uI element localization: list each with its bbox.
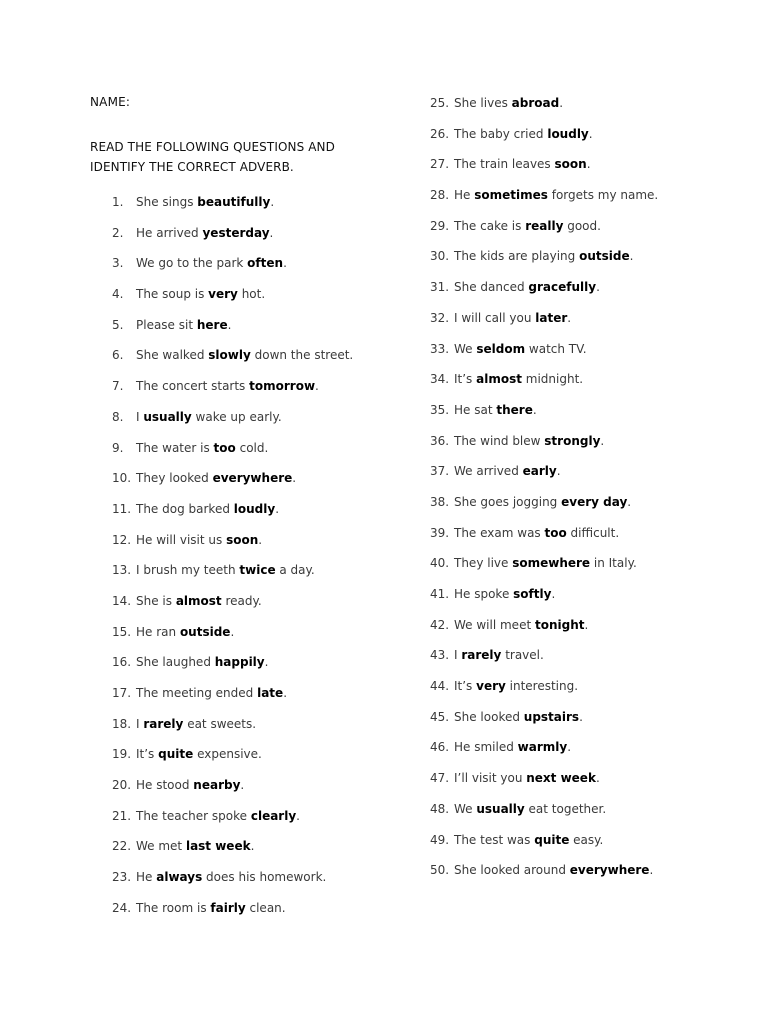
question-item [430,279,658,310]
adverb: outside [179,624,231,639]
question-number: 8. [112,409,124,424]
question-text-before: We [454,341,477,356]
adverb: abroad [511,96,560,110]
question-item [430,371,658,402]
question-text-before: It’s [136,747,159,762]
question-item [430,647,658,678]
question-number: 14. [112,593,132,608]
adverb: seldom [476,341,526,356]
question-text-before: We met [136,839,186,854]
question-number: 48. [430,801,450,816]
question-text-before: Please sit [136,317,197,332]
question-number: 33. [430,341,450,356]
adverb: everywhere [212,471,293,486]
question-text-before: The train leaves [454,157,555,172]
question-number: 46. [430,740,450,755]
question-text-before: They looked [136,471,213,486]
question-item [112,808,353,839]
question-text-after: eat together. [524,801,607,816]
question-text-before: We [454,801,477,816]
question-number: 47. [430,771,450,786]
question-number: 9. [112,440,124,455]
question-item [112,255,353,286]
adverb: always [156,870,203,885]
question-text-after: . [250,839,255,854]
question-number: 22. [112,839,132,854]
question-number: 2. [112,225,124,240]
question-text-after: hot. [237,287,266,302]
question-number: 35. [430,402,450,417]
question-text-after: . [315,379,319,394]
question-number: 4. [112,287,124,302]
adverb: loudly [547,126,589,141]
question-item [430,739,658,770]
adverb: rarely [143,716,184,731]
question-text-after: travel. [501,648,544,663]
question-text-before: He sat [454,402,497,417]
question-number: 24. [112,900,132,915]
adverb: very [476,679,506,694]
question-text-after: down the street. [250,348,354,363]
question-text-after: in Italy. [590,556,637,571]
question-text-before: I brush my teeth [136,563,240,578]
question-number: 42. [430,617,450,632]
question-item [112,347,353,378]
question-number: 28. [430,188,450,203]
question-text-before: She is [136,593,176,608]
question-text-before: The wind blew [454,433,545,448]
question-number: 30. [430,249,450,264]
question-text-before: She danced [454,280,529,295]
question-number: 3. [112,256,124,271]
question-number: 6. [112,348,124,363]
question-text-before: He ran [136,624,180,639]
question-text-after: expensive. [193,747,262,762]
question-text-before: The water is [136,440,214,455]
adverb: soon [226,532,259,547]
question-text-before: He [454,188,475,203]
adverb: next week [526,771,596,786]
question-text-before: The room is [136,900,211,915]
question-number: 45. [430,709,450,724]
question-text-before: He spoke [454,587,514,601]
question-text-after: a day. [275,563,315,578]
adverb: happily [214,655,265,670]
question-text-before: The baby cried [454,126,548,141]
adverb: early [522,464,557,479]
adverb: nearby [193,778,241,793]
question-item [112,869,353,900]
question-item [430,156,658,187]
question-item [430,801,658,832]
question-text-before: The dog barked [136,501,234,516]
adverb: often [247,256,284,271]
question-number: 23. [112,870,132,885]
question-number: 27. [430,157,450,172]
question-item [112,317,353,348]
adverb: strongly [544,433,601,448]
question-text-after: wake up early. [191,409,282,424]
question-text-before: The concert starts [136,379,250,394]
question-number: 32. [430,310,450,325]
question-item [112,470,353,501]
adverb: yesterday [202,225,270,240]
question-number: 49. [430,832,450,847]
adverb: here [196,317,228,332]
question-number: 10. [112,471,132,486]
question-number: 7. [112,379,124,394]
question-number: 19. [112,747,132,762]
question-text-after: . [283,256,287,271]
question-text-after: . [283,686,288,700]
question-text-before: They live [454,556,513,571]
question-text-after: . [567,740,572,755]
adverb: late [257,686,284,700]
question-item [430,463,658,494]
question-item [112,194,353,225]
question-text-before: She looked [454,709,524,724]
question-text-after: interesting. [505,679,579,694]
question-item [430,126,658,157]
question-item [112,286,353,317]
question-item [112,409,353,440]
question-text-after: midnight. [521,372,584,387]
adverb: very [208,287,238,302]
question-number: 16. [112,655,132,670]
adverb: beautifully [197,195,271,209]
adverb: loudly [233,501,276,516]
question-item [112,440,353,471]
question-text-before: The cake is [454,218,526,233]
question-text-after: clean. [245,900,286,915]
question-text-before: I’ll visit you [454,771,527,786]
question-text-before: She walked [136,348,209,363]
adverb: too [544,525,567,540]
question-item [112,746,353,777]
adverb: later [535,310,568,325]
question-list-right [430,95,658,893]
question-text-after: . [559,96,564,110]
adverb: clearly [250,808,297,823]
instructions-line-1: READ THE FOLLOWING QUESTIONS AND [90,140,335,154]
adverb: almost [175,593,222,608]
question-text-after: . [551,587,556,601]
question-text-before: We go to the park [136,256,248,271]
question-text-before: It’s [454,679,477,694]
question-number: 12. [112,532,132,547]
question-text-before: She lives [454,96,512,110]
question-number: 5. [112,317,124,332]
adverb: softly [513,587,552,601]
question-text-before: The exam was [454,525,545,540]
question-number: 13. [112,563,132,578]
question-text-before: The teacher spoke [136,808,251,823]
question-text-before: The kids are playing [454,249,580,264]
question-item [112,532,353,563]
question-text-before: The soup is [136,287,209,302]
question-item [430,187,658,218]
question-number: 50. [430,863,450,878]
question-text-after: . [532,402,537,417]
question-item [430,617,658,648]
question-text-before: We will meet [454,617,535,632]
question-number: 26. [430,126,450,141]
adverb: everywhere [569,863,650,878]
question-text-after: . [586,157,591,172]
question-item [430,832,658,863]
question-item [112,593,353,624]
question-number: 40. [430,556,450,571]
adverb: warmly [517,740,568,755]
question-item [430,494,658,525]
question-number: 21. [112,808,132,823]
adverb: tomorrow [249,379,316,394]
question-text-after: watch TV. [525,341,587,356]
question-text-after: . [588,126,593,141]
question-text-after: . [600,433,605,448]
question-text-after: . [258,532,263,547]
question-text-after: ready. [221,593,262,608]
question-text-before: She looked around [454,863,570,878]
question-item [112,777,353,808]
question-number: 1. [112,195,124,209]
question-number: 36. [430,433,450,448]
question-text-after: . [567,310,572,325]
question-text-after: . [292,471,297,486]
question-number: 29. [430,218,450,233]
question-text-after: . [596,280,600,295]
question-number: 11. [112,501,132,516]
question-item [430,310,658,341]
question-number: 18. [112,716,132,731]
question-text-after: . [296,808,300,823]
question-text-before: He smiled [454,740,518,755]
question-number: 34. [430,372,450,387]
name-label: NAME: [90,95,131,109]
question-item [112,716,353,747]
question-number: 43. [430,648,450,663]
question-text-after: . [595,771,600,786]
adverb: rarely [461,648,502,663]
question-text-after: . [649,863,654,878]
question-number: 39. [430,525,450,540]
question-number: 37. [430,464,450,479]
question-item [430,862,658,893]
question-text-before: I [136,409,144,424]
adverb: usually [476,801,525,816]
adverb: outside [579,249,630,264]
question-item [112,900,353,931]
question-item [430,341,658,372]
question-text-after: eat sweets. [183,716,257,731]
adverb: twice [239,563,276,578]
adverb: too [213,440,236,455]
question-text-before: It’s [454,372,477,387]
question-item [112,378,353,409]
question-item [112,838,353,869]
question-text-after: . [627,494,632,509]
question-text-before: I [454,648,462,663]
question-text-before: She goes jogging [454,494,562,509]
adverb: upstairs [523,709,580,724]
question-text-after: forgets my name. [547,188,659,203]
question-text-before: He [136,870,157,885]
question-item [112,225,353,256]
instructions [90,137,390,177]
question-text-after: does his homework. [202,870,327,885]
question-text-before: He arrived [136,225,203,240]
question-item [430,555,658,586]
question-text-after: . [270,195,275,209]
question-text-before: She sings [136,195,198,209]
question-text-before: I [136,716,144,731]
question-item [430,678,658,709]
adverb: gracefully [528,280,597,295]
question-number: 44. [430,679,450,694]
question-text-after: . [629,249,634,264]
question-item [430,95,658,126]
adverb: there [496,402,533,417]
question-item [112,562,353,593]
question-text-before: I will call you [454,310,536,325]
question-number: 41. [430,587,450,601]
question-number: 25. [430,96,450,110]
question-text-after: . [556,464,561,479]
question-text-before: We arrived [454,464,523,479]
question-item [430,402,658,433]
question-number: 31. [430,280,450,295]
question-text-after: . [240,778,245,793]
question-text-after: cold. [235,440,269,455]
question-number: 17. [112,686,132,700]
adverb: every day [561,494,628,509]
question-item [112,654,353,685]
question-text-after: . [264,655,269,670]
question-text-after: good. [563,218,601,233]
question-text-before: She laughed [136,655,215,670]
question-text-after: . [230,624,235,639]
instructions-line-2: IDENTIFY THE CORRECT ADVERB. [90,160,294,174]
adverb: last week [185,839,251,854]
adverb: quite [158,747,194,762]
adverb: usually [143,409,192,424]
adverb: tonight [534,617,585,632]
adverb: almost [476,372,522,387]
adverb: really [525,218,564,233]
question-item [430,770,658,801]
question-item [430,248,658,279]
question-text-after: . [275,501,280,516]
question-item [112,624,353,655]
question-text-after: . [269,225,274,240]
question-number: 20. [112,778,132,793]
adverb: slowly [208,348,251,363]
adverb: somewhere [512,556,591,571]
question-text-after: . [227,317,232,332]
question-item [430,433,658,464]
adverb: sometimes [474,188,548,203]
question-text-after: . [584,617,589,632]
question-number: 38. [430,494,450,509]
question-text-after: . [579,709,583,724]
adverb: soon [554,157,587,172]
question-item [430,586,658,617]
question-item [430,709,658,740]
question-text-after: difficult. [566,525,620,540]
question-list-left [112,194,353,931]
question-text-before: He stood [136,778,194,793]
question-number: 15. [112,624,132,639]
question-item [430,218,658,249]
question-item [112,685,353,716]
question-item [430,525,658,556]
question-text-after: easy. [569,832,604,847]
question-text-before: He will visit us [136,532,227,547]
adverb: fairly [210,900,246,915]
question-text-before: The test was [454,832,535,847]
question-item [112,501,353,532]
adverb: quite [534,832,570,847]
question-text-before: The meeting ended [136,686,258,700]
